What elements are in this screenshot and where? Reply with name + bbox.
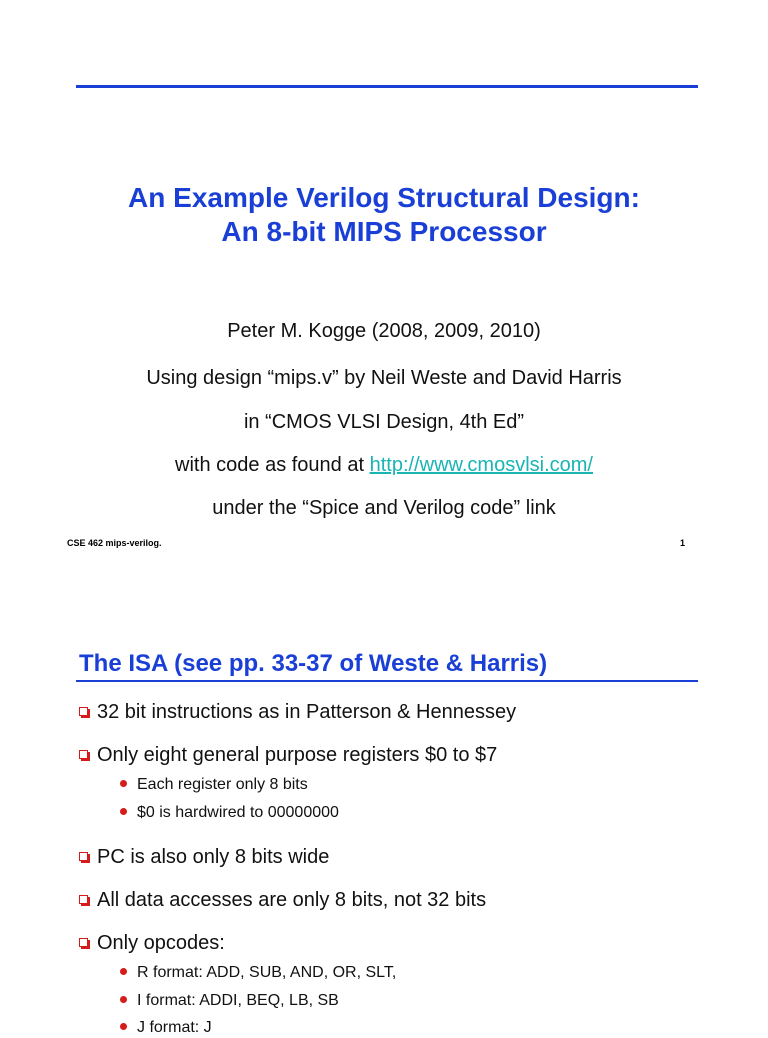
book-line: in “CMOS VLSI Design, 4th Ed” bbox=[243, 411, 525, 433]
cmosvlsi-link[interactable]: http://www.cmosvlsi.com/ bbox=[369, 454, 593, 476]
sub-list-item bbox=[120, 991, 339, 1011]
sub-bullet-text: R format: ADD, SUB, AND, OR, SLT, bbox=[137, 964, 397, 981]
bullet-text: All data accesses are only 8 bits, not 32 bits bbox=[97, 889, 487, 911]
sub-list-item bbox=[120, 1018, 212, 1038]
dot-bullet-icon bbox=[120, 780, 127, 787]
dot-bullet-icon bbox=[120, 968, 127, 975]
bullet-text: Only opcodes: bbox=[97, 932, 225, 954]
sub-list-item bbox=[120, 963, 396, 983]
sub-bullet-text: I format: ADDI, BEQ, LB, SB bbox=[137, 992, 339, 1009]
dot-bullet-icon bbox=[120, 1023, 127, 1030]
checkbox-bullet-icon bbox=[79, 938, 88, 947]
checkbox-bullet-icon bbox=[79, 707, 88, 716]
design-credit-line: Using design “mips.v” by Neil Weste and David Harris bbox=[146, 367, 622, 389]
sub-bullet-text: J format: J bbox=[137, 1019, 212, 1036]
bullet-text: PC is also only 8 bits wide bbox=[97, 846, 330, 868]
author-line: Peter M. Kogge (2008, 2009, 2010) bbox=[227, 320, 541, 342]
slide-page-number: 1 bbox=[680, 538, 686, 548]
slide-footer-course: CSE 462 mips-verilog. bbox=[67, 538, 162, 548]
slide-title-line-1: An Example Verilog Structural Design: bbox=[128, 182, 640, 213]
checkbox-bullet-icon bbox=[79, 852, 88, 861]
sub-bullet-text: $0 is hardwired to 00000000 bbox=[137, 804, 339, 821]
sub-list-item bbox=[120, 803, 339, 823]
dot-bullet-icon bbox=[120, 808, 127, 815]
bullet-text: 32 bit instructions as in Patterson & Hennessey bbox=[97, 701, 517, 723]
list-item bbox=[79, 845, 329, 869]
list-item bbox=[79, 743, 497, 767]
sub-bullet-text: Each register only 8 bits bbox=[137, 776, 308, 793]
bullet-text: Only eight general purpose registers $0 to $7 bbox=[97, 744, 498, 766]
code-source-prefix: with code as found at bbox=[175, 454, 370, 476]
list-item bbox=[79, 888, 486, 912]
dot-bullet-icon bbox=[120, 996, 127, 1003]
checkbox-bullet-icon bbox=[79, 750, 88, 759]
link-hint-line: under the “Spice and Verilog code” link bbox=[212, 497, 556, 519]
code-source-line bbox=[0, 453, 768, 477]
isa-title-underline bbox=[76, 680, 698, 682]
sub-list-item bbox=[120, 775, 308, 795]
checkbox-bullet-icon bbox=[79, 895, 88, 904]
list-item bbox=[79, 931, 225, 955]
list-item bbox=[79, 700, 516, 724]
slide-title-line-2: An 8-bit MIPS Processor bbox=[221, 216, 547, 247]
isa-slide-title: The ISA (see pp. 33-37 of Weste & Harris) bbox=[79, 650, 548, 677]
top-divider bbox=[76, 85, 698, 88]
